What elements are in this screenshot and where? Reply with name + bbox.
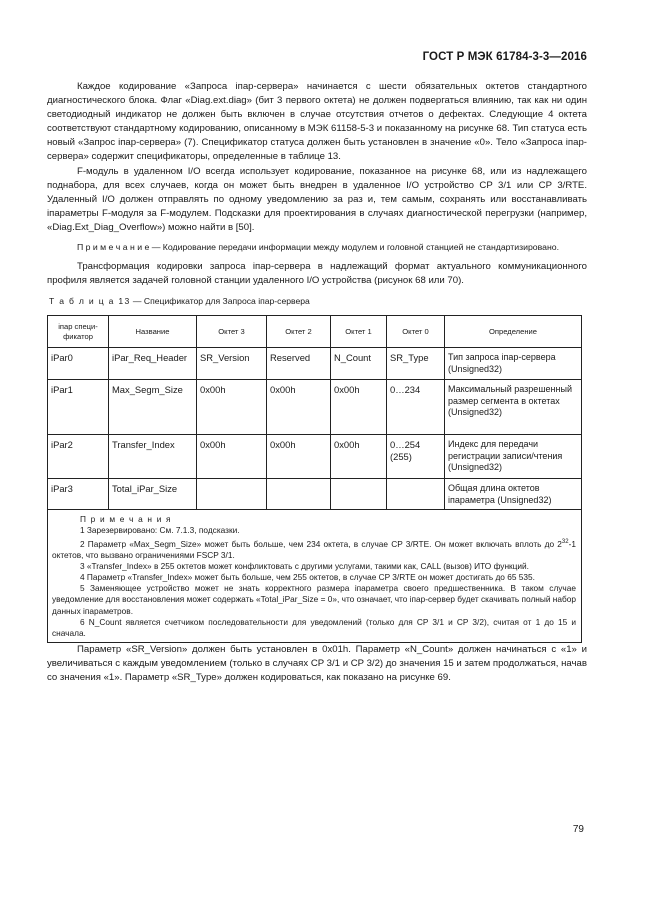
table-row: [48, 479, 582, 510]
table-row: [48, 348, 582, 380]
note-text: — Кодирование передачи информации между модулем и головной станцией не стандартизировано.: [149, 242, 560, 253]
table-title-text: — Спецификатор для Запроса iпар-сервера: [130, 296, 310, 307]
cell-octet-3: 0x00h: [197, 380, 267, 435]
cell-definition: Максимальный разрешенный размер сегмента в октетах (Unsigned32): [445, 380, 582, 435]
table-row: [48, 435, 582, 479]
note-1: 1 Зарезервировано: См. 7.1.3, подсказки.: [80, 525, 240, 536]
note-paragraph: [47, 241, 587, 254]
note-label: П р и м е ч а н и е: [77, 242, 150, 253]
cell-octet-1: 0x00h: [331, 435, 387, 479]
note-3: 3 «Transfer_Index» в 255 октетов может конфликтовать с другими услугами, такими как, CALL (вызов) ИТО функций.: [80, 560, 529, 571]
header-name: Название: [109, 316, 197, 348]
header-octet-0: Октет 0: [387, 316, 445, 348]
cell-octet-2: [267, 479, 331, 510]
header-definition: Определение: [445, 316, 582, 348]
cell-octet-3: [197, 479, 267, 510]
cell-octet-2: 0x00h: [267, 435, 331, 479]
cell-octet-2: 0x00h: [267, 380, 331, 435]
header-specifier: iпар специ-фикатор: [48, 316, 109, 348]
table-notes-row: [48, 510, 582, 643]
cell-octet-0: [387, 479, 445, 510]
page-number: 79: [572, 824, 584, 835]
cell-octet-1: 0x00h: [331, 380, 387, 435]
cell-octet-0: SR_Type: [387, 348, 445, 380]
paragraph-parameters: Параметр «SR_Version» должен быть установлен в 0x01h. Параметр «N_Count» должен начинаться с «1» и увеличиваться с каждым уведомлением (только в случаях CP 3/1 и CP 3/2) до значения 15 и затем продолжаться, начав со значения «1». Параметр «SR_Type» должен кодироваться, как показано на рисунке 69.: [47, 644, 587, 684]
document-header: ГОСТ Р МЭК 61784-3-3—2016: [422, 51, 587, 63]
paragraph-f-module: F-модуль в удаленном I/O всегда использует кодирование, показанное на рисунке 68, или из надлежащего поднабора, для всех случаев, когда он может быть внедрен в удаленное I/O устройство CP 3/1 или CP 3/RTE. Удаленный I/O должен отправлять по одному уведомлению за раз и, тем самым, сохранять или восстанавливать iпараметры F-модуля за F-модулем. Подсказки для проектирования в случаях диагностической перегрузки (например, «Diag.Ext_Diag_Overflow») можно найти в [50].: [47, 165, 587, 233]
cell-octet-1: [331, 479, 387, 510]
cell-octet-2: Reserved: [267, 348, 331, 380]
cell-octet-3: SR_Version: [197, 348, 267, 380]
table-notes: [48, 510, 582, 643]
specifier-table: [47, 315, 582, 643]
notes-label: П р и м е ч а н и я: [80, 514, 172, 525]
cell-definition: Общая длина октетов iпараметра (Unsigned32): [445, 479, 582, 510]
table-title-label: Т а б л и ц а 13: [49, 296, 131, 307]
page-content: [47, 80, 587, 686]
paragraph-ipar-request: Каждое кодирование «Запроса iпар-сервера» начинается с шести обязательных октетов стандартного диагностического блока. Флаг «Diag.ext.diag» (бит 3 первого октета) не должен подвергаться влиянию, так как ни один светодиодный индикатор не должен быть включен в случае отсутствия отчетов о дефектах. Следующие 4 октета соответствуют стандартному кодированию, описанному в МЭК 61158-5-3 и показанному на рисунке 68. Тип статуса есть новый «Запрос iпар-сервера» (7). Спецификатор статуса должен быть установлен в значение «0». Тело «Запроса iпар-сервера» содержит спецификаторы, определенные в таблице 13.: [47, 81, 587, 163]
cell-specifier: iPar1: [48, 380, 109, 435]
note-2-exponent: 32: [561, 538, 569, 545]
note-5: 5 Заменяющее устройство может не знать корректного размера iпараметра своего предшественника. В таком случае уведомление для восстановления может содержать «Total_iPar_Size = 0», что означает, что iпар-сервер будет скачивать полный набор данных iпараметров.: [52, 583, 576, 616]
paragraph-transformation: Трансформация кодировки запроса iпар-сервера в надлежащий формат актуального коммуникационного профиля является задачей головной станции удаленного I/O устройства (рисунок 68 или 70).: [47, 261, 587, 287]
cell-octet-0: 0…234: [387, 380, 445, 435]
header-octet-3: Октет 3: [197, 316, 267, 348]
cell-definition: Тип запроса iпар-сервера (Unsigned32): [445, 348, 582, 380]
cell-octet-0: 0…254 (255): [387, 435, 445, 479]
cell-name: Total_iPar_Size: [109, 479, 197, 510]
table-title: [49, 295, 587, 307]
note-2-text-a: 2 Параметр «Max_Segm_Size» может быть больше, чем 234 октета, в случае CP 3/RTE. Он может включать вплоть до 2: [80, 538, 562, 549]
header-octet-2: Октет 2: [267, 316, 331, 348]
table-header-row: [48, 316, 582, 348]
note-2-text-b: -1 октетов, что вызвано ограничениями FSCP 3/1.: [52, 538, 576, 560]
table-row: [48, 380, 582, 435]
cell-specifier: iPar3: [48, 479, 109, 510]
cell-octet-1: N_Count: [331, 348, 387, 380]
note-4: 4 Параметр «Transfer_Index» может быть больше, чем 255 октетов, в случае CP 3/RTE он может достигать до 65 535.: [80, 572, 535, 582]
cell-specifier: iPar2: [48, 435, 109, 479]
cell-name: iPar_Req_Header: [109, 348, 197, 380]
note-6: 6 N_Count является счетчиком последовательности для уведомлений (только для CP 3/1 и CP 3/2), считая от 1 до 15 и сначала.: [52, 616, 576, 639]
header-octet-1: Октет 1: [331, 316, 387, 348]
note-2: [52, 537, 576, 561]
cell-name: Max_Segm_Size: [109, 380, 197, 435]
cell-name: Transfer_Index: [109, 435, 197, 479]
cell-specifier: iPar0: [48, 348, 109, 380]
cell-definition: Индекс для передачи регистрации записи/чтения (Unsigned32): [445, 435, 582, 479]
cell-octet-3: 0x00h: [197, 435, 267, 479]
